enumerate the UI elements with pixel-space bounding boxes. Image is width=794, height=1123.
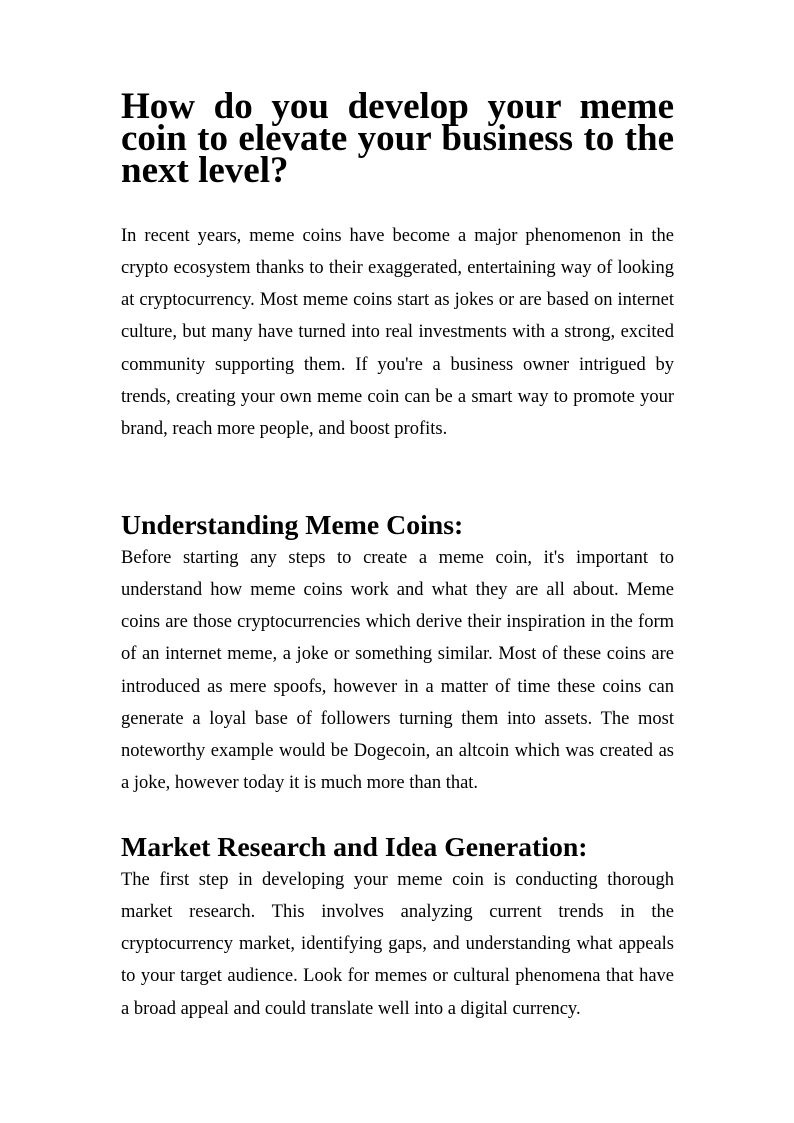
document-body [121,86,674,1025]
spacer [121,445,674,509]
spacer [121,799,674,831]
section-body: The first step in developing your meme coin is conducting thorough market research. This involves analyzing current trends in the cryptocurrency market, identifying gaps, and understanding what appeals to your target audience. Look for memes or cultural phenomena that have a broad appeal and could translate well into a digital currency. [121,869,674,1019]
spacer [121,188,674,220]
section-body: Before starting any steps to create a meme coin, it's important to understand how meme coins work and what they are all about. Meme coins are those cryptocurrencies which derive their inspiration in the form of an internet meme, a joke or something similar. Most of these coins are introduced as mere spoofs, however in a matter of time these coins can generate a loyal base of followers turning them into assets. The most noteworthy example would be Dogecoin, an altcoin which was created as a joke, however today it is much more than that. [121,547,674,794]
section-heading: Market Research and Idea Generation: [121,831,588,863]
document-title: How do you develop your meme coin to elevate your business to the next level? [121,86,674,192]
section-understanding-meme-coins [121,510,674,800]
intro-paragraph: In recent years, meme coins have become a major phenomenon in the crypto ecosystem thanks to their exaggerated, entertaining way of looking at cryptocurrency. Most meme coins start as jokes or are based on internet culture, but many have turned into real investments with a strong, excited community supporting them. If you're a business owner intrigued by trends, creating your own meme coin can be a smart way to promote your brand, reach more people, and boost profits. [121,225,674,440]
section-market-research [121,832,674,1025]
section-heading: Understanding Meme Coins: [121,509,464,541]
